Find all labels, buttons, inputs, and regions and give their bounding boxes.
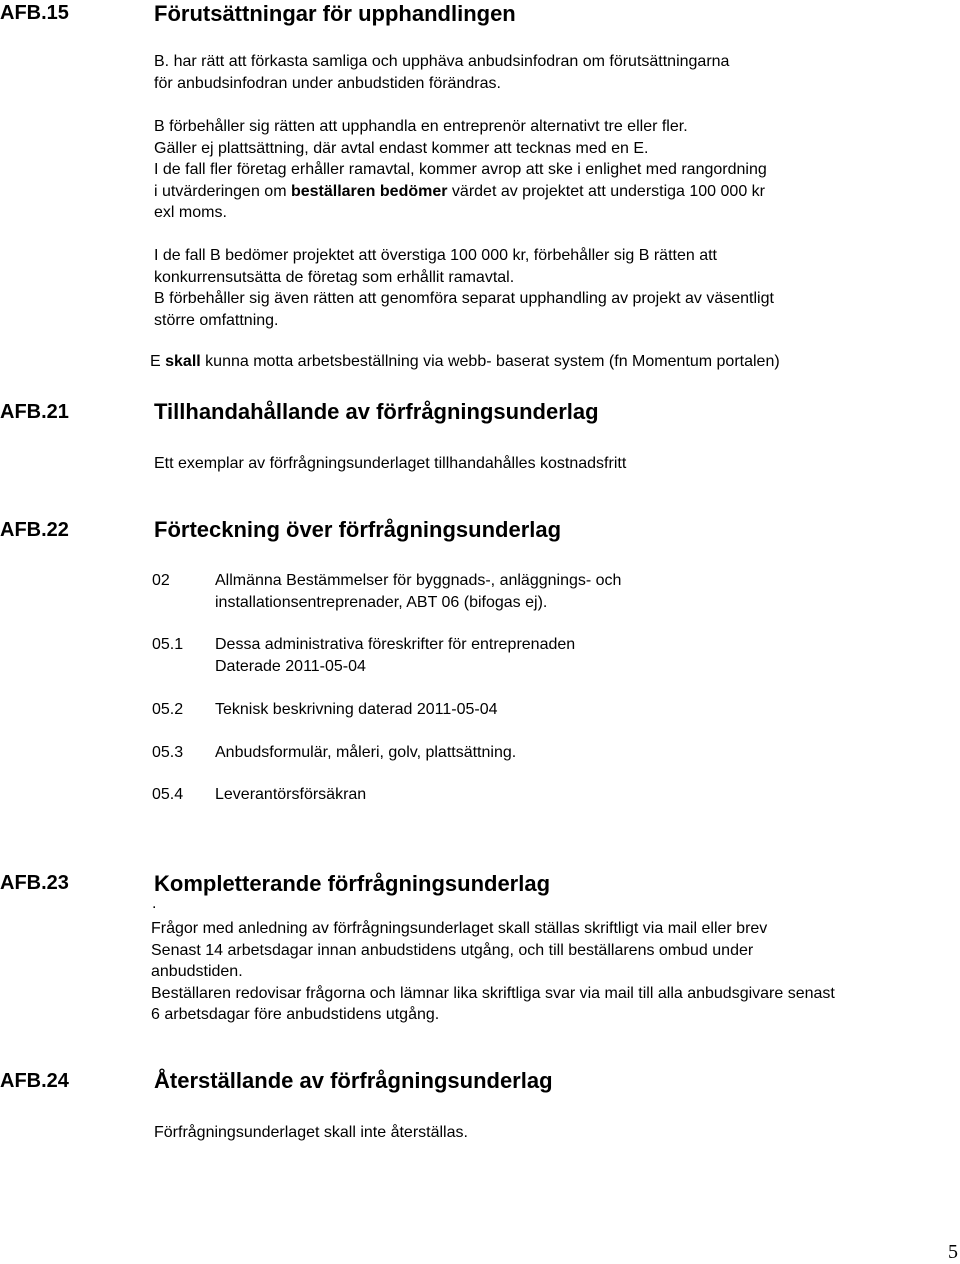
list-item-text: Anbudsformulär, måleri, golv, plattsättning.	[215, 744, 517, 761]
list-item-number: 05.1	[152, 636, 184, 653]
text-span: E	[150, 353, 166, 370]
section-code-afb24: AFB.24	[0, 1070, 69, 1092]
text-line: konkurrensutsätta de företag som erhållit ramavtal.	[154, 268, 515, 286]
section-code-afb15: AFB.15	[0, 2, 69, 24]
text-line: B. har rätt att förkasta samliga och upphäva anbudsinfodran om förutsättningarna	[154, 53, 730, 70]
section-code-afb22: AFB.22	[0, 519, 69, 541]
section-title-afb24: Återställande av förfrågningsunderlag	[154, 1068, 553, 1093]
list-item	[215, 634, 575, 678]
section-title-afb21: Tillhandahållande av förfrågningsunderlag	[154, 399, 599, 424]
text-line: anbudstiden.	[151, 963, 243, 980]
paragraph	[150, 351, 780, 373]
section-title-afb23: Kompletterande förfrågningsunderlag	[154, 871, 551, 896]
paragraph: Förfrågningsunderlaget skall inte återställas.	[154, 1124, 468, 1141]
list-item-number: 05.4	[152, 786, 184, 803]
text-line: större omfattning.	[154, 311, 279, 329]
text-line: Frågor med anledning av förfrågningsunderlaget skall ställas skriftligt via mail eller brev	[151, 920, 768, 937]
list-item-text: Dessa administrativa föreskrifter för entreprenaden	[215, 636, 576, 653]
list-item-number: 02	[152, 572, 170, 589]
text-line: B förbehåller sig rätten att upphandla en entreprenör alternativt tre eller fler.	[154, 118, 688, 135]
text-line: I de fall B bedömer projektet att överstiga 100 000 kr, förbehåller sig B rätten att	[154, 247, 717, 264]
text-line: 6 arbetsdagar före anbudstidens utgång.	[151, 1006, 440, 1023]
section-title-afb22: Förteckning över förfrågningsunderlag	[154, 517, 562, 542]
text-span: kunna motta arbetsbeställning via webb- baserat system (fn Momentum portalen)	[200, 353, 780, 370]
text-line: B förbehåller sig även rätten att genomföra separat upphandling av projekt av väsentligt	[154, 290, 774, 307]
bold-text: skall	[165, 353, 201, 370]
text-line: I de fall fler företag erhåller ramavtal, kommer avrop att ske i enlighet med rangordning	[154, 161, 767, 178]
list-item-text: Leverantörsförsäkran	[215, 786, 367, 803]
list-item-number: 05.2	[152, 701, 184, 718]
dot-marker: .	[152, 895, 157, 912]
section-code-afb21: AFB.21	[0, 401, 69, 423]
text-line: exl moms.	[154, 204, 227, 221]
paragraph	[151, 918, 835, 1026]
text-span: i utvärderingen om	[154, 182, 291, 200]
text-line: för anbudsinfodran under anbudstiden förändras.	[154, 74, 501, 92]
paragraph	[154, 51, 729, 94]
paragraph: Ett exemplar av förfrågningsunderlaget tillhandahålles kostnadsfritt	[154, 455, 627, 472]
list-item-text: Daterade 2011-05-04	[215, 658, 366, 675]
text-line: Beställaren redovisar frågorna och lämnar lika skriftliga svar via mail till alla anbudsgivare senast	[151, 984, 835, 1002]
text-line	[154, 181, 767, 203]
list-item-text: installationsentreprenader, ABT 06 (bifogas ej).	[215, 594, 548, 611]
section-code-afb23: AFB.23	[0, 872, 69, 894]
list-item-number: 05.3	[152, 744, 184, 761]
list-item-text: Allmänna Bestämmelser för byggnads-, anläggnings- och	[215, 572, 622, 589]
text-line: Gäller ej plattsättning, där avtal endast kommer att tecknas med en E.	[154, 139, 649, 157]
text-span: värdet av projektet att understiga 100 000 kr	[447, 182, 765, 200]
section-title-afb15: Förutsättningar för upphandlingen	[154, 1, 516, 26]
text-line: Senast 14 arbetsdagar innan anbudstidens utgång, och till beställarens ombud under	[151, 941, 754, 959]
list-item	[215, 570, 621, 614]
paragraph	[154, 116, 767, 224]
bold-text: beställaren bedömer	[290, 182, 448, 200]
page-number: 5	[948, 1241, 958, 1263]
paragraph	[154, 245, 774, 331]
list-item-text: Teknisk beskrivning daterad 2011-05-04	[215, 701, 498, 718]
